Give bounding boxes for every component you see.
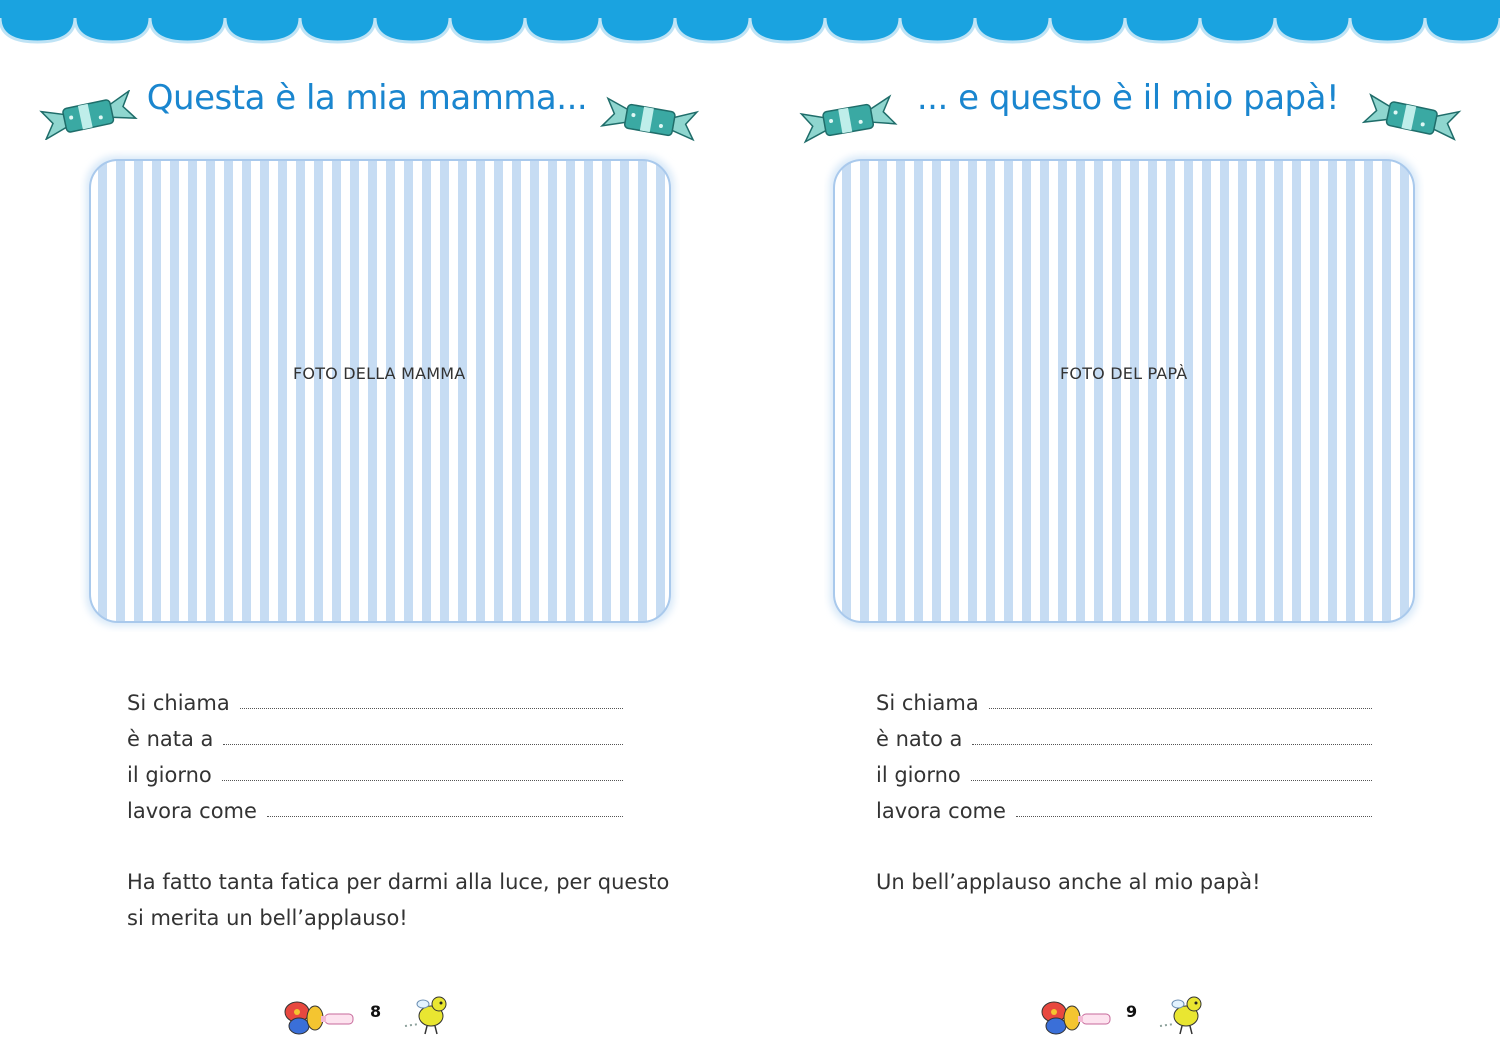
page-title: Questa è la mia mamma... [146,78,588,118]
page-footer [283,992,463,1040]
butterfly-icon [1040,996,1116,1036]
fill-line[interactable] [223,744,623,745]
candy-icon [600,94,700,144]
note-line: Un bell’applauso anche al mio papà! [876,870,1261,894]
field-label: il giorno [127,763,212,787]
fill-line[interactable] [971,780,1372,781]
fill-line[interactable] [222,780,623,781]
field-birthplace[interactable] [127,718,623,754]
candy-icon [1362,92,1462,142]
butterfly-icon [283,996,359,1036]
fill-line[interactable] [1016,816,1372,817]
note-text [127,864,687,936]
info-fields [876,682,1372,826]
bee-icon [1158,992,1208,1036]
fill-line[interactable] [972,744,1372,745]
field-birthplace[interactable] [876,718,1372,754]
note-line: Ha fatto tanta fatica per darmi alla luce, per questo [127,870,670,894]
field-label: è nato a [876,727,963,751]
field-label: è nata a [127,727,214,751]
page-number: 9 [1126,1002,1138,1021]
photo-frame[interactable] [80,150,680,632]
note-text [876,864,1396,900]
fill-line[interactable] [240,708,623,709]
baby-bottle-icon [1082,1014,1110,1024]
field-label: il giorno [876,763,961,787]
field-job[interactable] [127,790,623,826]
page-footer [1040,992,1220,1040]
photo-frame[interactable] [824,150,1424,632]
page-number: 8 [370,1002,382,1021]
field-birthdate[interactable] [127,754,623,790]
info-fields [127,682,623,826]
field-job[interactable] [876,790,1372,826]
photo-placeholder-label: FOTO DELLA MAMMA [293,364,466,383]
page-title: ... e questo è il mio papà! [916,78,1340,118]
field-name[interactable] [127,682,623,718]
field-name[interactable] [876,682,1372,718]
right-page [750,0,1500,1044]
note-line: si merita un bell’applauso! [127,906,408,930]
field-birthdate[interactable] [876,754,1372,790]
fill-line[interactable] [267,816,623,817]
field-label: lavora come [876,799,1006,823]
fill-line[interactable] [989,708,1372,709]
bee-icon [403,992,453,1036]
baby-bottle-icon [325,1014,353,1024]
field-label: Si chiama [876,691,979,715]
field-label: lavora come [127,799,257,823]
field-label: Si chiama [127,691,230,715]
photo-placeholder-label: FOTO DEL PAPÀ [1060,364,1188,383]
